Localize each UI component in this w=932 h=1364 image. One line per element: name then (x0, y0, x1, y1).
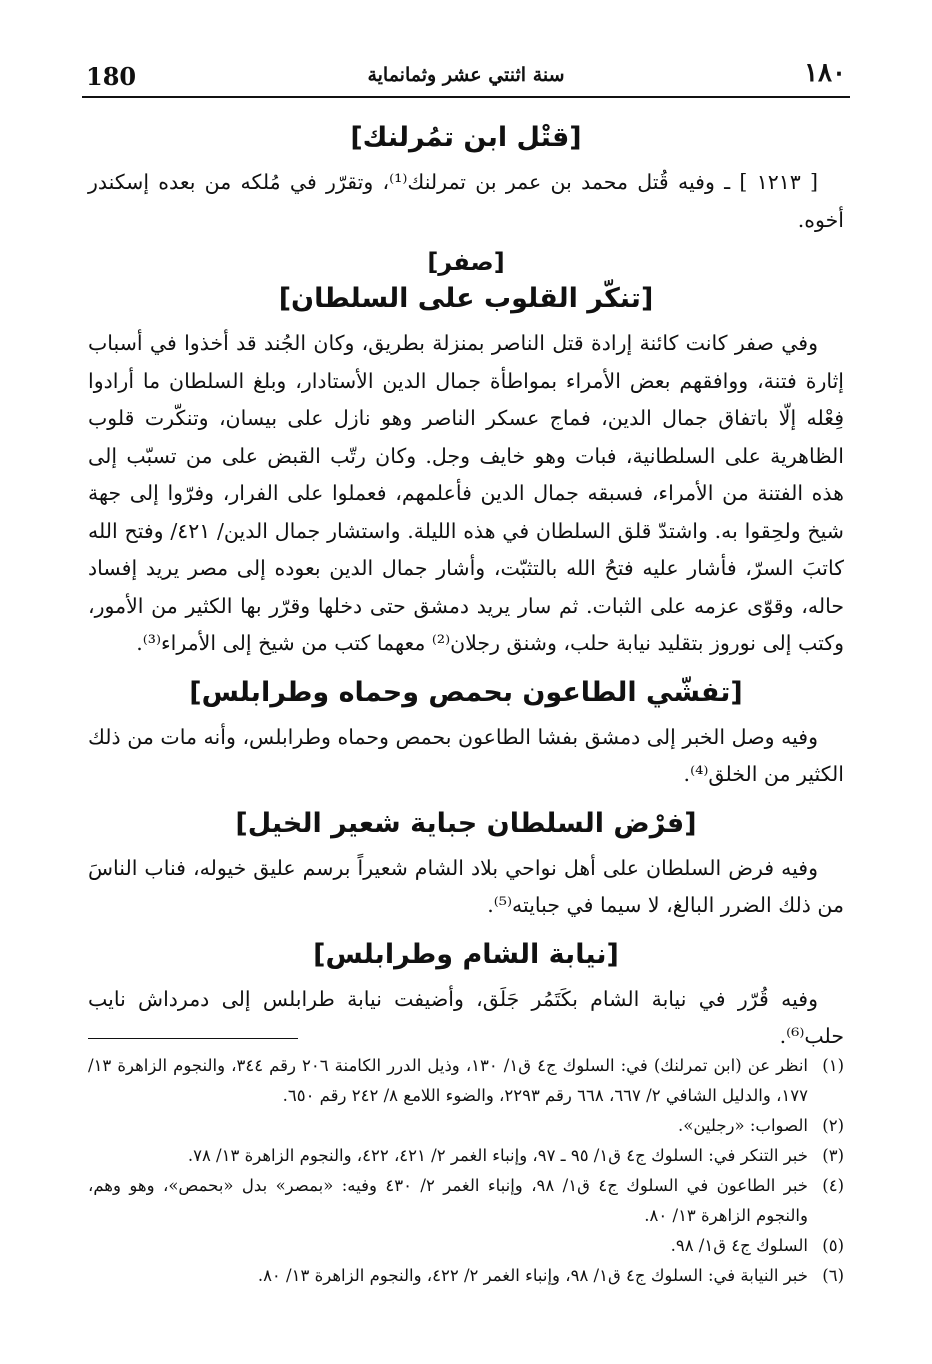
footnote-text: خبر التنكر في: السلوك ج٤ ق١/ ٩٥ ـ ٩٧، وإنباء الغمر ٢/ ٤٢١، ٤٢٢، والنجوم الزاهرة ١٣/ ٧٨. (187, 1146, 808, 1165)
footnote-item (88, 1171, 844, 1231)
footnote-item (88, 1111, 844, 1141)
footnote-text: انظر عن (ابن تمرلنك) في: السلوك ج٤ ق١/ ١٣٠، وذيل الدرر الكامنة ٢٠٦ رقم ٣٤٤، والنجوم الزاهرة ١٣/ ١٧٧، والدليل الشافي ٢/ ٦٦٧، ٦٦٨ رقم ٢٢٩٣، والضوء اللامع ٨/ ٢٤٢ رقم ٦٥٠. (88, 1056, 808, 1105)
paragraph: وفيه فرض السلطان على أهل نواحي بلاد الشام شعيراً برسم عليق خيوله، فناب الناسَ من ذلك الضرر البالغ، لا سيما في جبايته⁽⁵⁾. (88, 855, 844, 917)
footnote-item (88, 1231, 844, 1261)
section-heading: [تفشّي الطاعون بحمص وحماه وطرابلس] (189, 676, 743, 708)
page-header (82, 56, 850, 98)
paragraph: وفيه قُرّر في نيابة الشام بكَتَمُر جَلَق، وأضيفت نيابة طرابلس إلى دمرداش نايب حلب⁽⁶⁾. (88, 986, 844, 1048)
main-text (88, 108, 844, 1062)
running-title: سنة اثنتي عشر وثمانماية (367, 64, 565, 86)
footnote-number: (٢) (822, 1116, 844, 1135)
footnote-divider (88, 1038, 298, 1039)
month-heading: [صفر] (427, 248, 505, 276)
section-heading: [تنكّر القلوب على السلطان] (278, 283, 654, 314)
footnote-item (88, 1051, 844, 1111)
footnote-text: الصواب: «رجلين». (678, 1116, 808, 1135)
footnote-number: (٦) (822, 1266, 844, 1285)
footnote-text: خبر الطاعون في السلوك ج٤ ق١/ ٩٨، وإنباء الغمر ٢/ ٤٣٠ وفيه: «بمصر» بدل «بحمص»، وهو وهم، والنجوم الزاهرة ١٣/ ٨٠. (88, 1176, 809, 1225)
footnote-text: خبر النيابة في: السلوك ج٤ ق١/ ٩٨، وإنباء الغمر ٢/ ٤٢٢، والنجوم الزاهرة ١٣/ ٨٠. (257, 1266, 808, 1285)
page-number-arabic: ١٨٠ (804, 58, 846, 88)
section-heading: [نيابة الشام وطرابلس] (313, 938, 619, 970)
footnote-item (88, 1141, 844, 1171)
section-heading: [فرْض السلطان جباية شعير الخيل] (235, 807, 697, 839)
paragraph: [ ١٢١٣ ] ـ وفيه قُتل محمد بن عمر بن تمرلنك⁽¹⁾، وتقرّر في مُلكه من بعده إسكندر أخوه. (88, 170, 844, 232)
section-heading: [قتْل ابن تمُرلنك] (350, 122, 582, 153)
footnote-text: السلوك ج٤ ق١/ ٩٨. (670, 1236, 808, 1255)
footnote-item (88, 1261, 844, 1291)
page-number-latin: 180 (86, 62, 137, 91)
footnote-number: (٣) (822, 1146, 844, 1165)
footnotes (88, 1038, 844, 1291)
paragraph: وفي صفر كانت كائنة إرادة قتل الناصر بمنزلة بطريق، وكان الجُند قد أخذوا في أسباب إثارة فتنة، ووافقهم بعض الأمراء بمواطأة جمال الدين الأستادار، وبلغ السلطان ما أرادوا فِعْله إلّا باتفاق جمال الدين، فماج عسكر الناصر وهو نازل على بيسان، وتنكّرت قلوب الظاهرية على السلطانية، فبات وهو خايف وجل. وكان رتّب القبض على من تسبّب إلى هذه الفتنة من الأمراء، فسبقه جمال الدين فأعلمهم، فعملوا على الفرار، وفرّوا إلى جهة شيخ ولحِقوا به. واشتدّ قلق السلطان في هذه الليلة. واستشار جمال الدين/ ٤٢١/ وفتح الله كاتبَ السرّ، فأشار عليه فتحُ الله بالتثبّت، وأشار جمال الدين بعوده إلى مصر يريد إفساد حاله، وقوّى عزمه على الثبات. ثم سار يريد دمشق حتى دخلها وقرّر بها الكثير من الأمور، وكتب إلى نوروز بتقليد نيابة حلب، وشنق رجلان⁽²⁾ معهما كتب من شيخ إلى الأمراء⁽³⁾. (88, 331, 844, 655)
paragraph: وفيه وصل الخبر إلى دمشق بفشا الطاعون بحمص وحماه وطرابلس، وأنه مات من ذلك الكثير من الخلق⁽⁴⁾. (88, 724, 844, 786)
footnote-number: (٥) (822, 1236, 844, 1255)
footnote-number: (٤) (822, 1176, 844, 1195)
footnote-number: (١) (822, 1056, 844, 1075)
